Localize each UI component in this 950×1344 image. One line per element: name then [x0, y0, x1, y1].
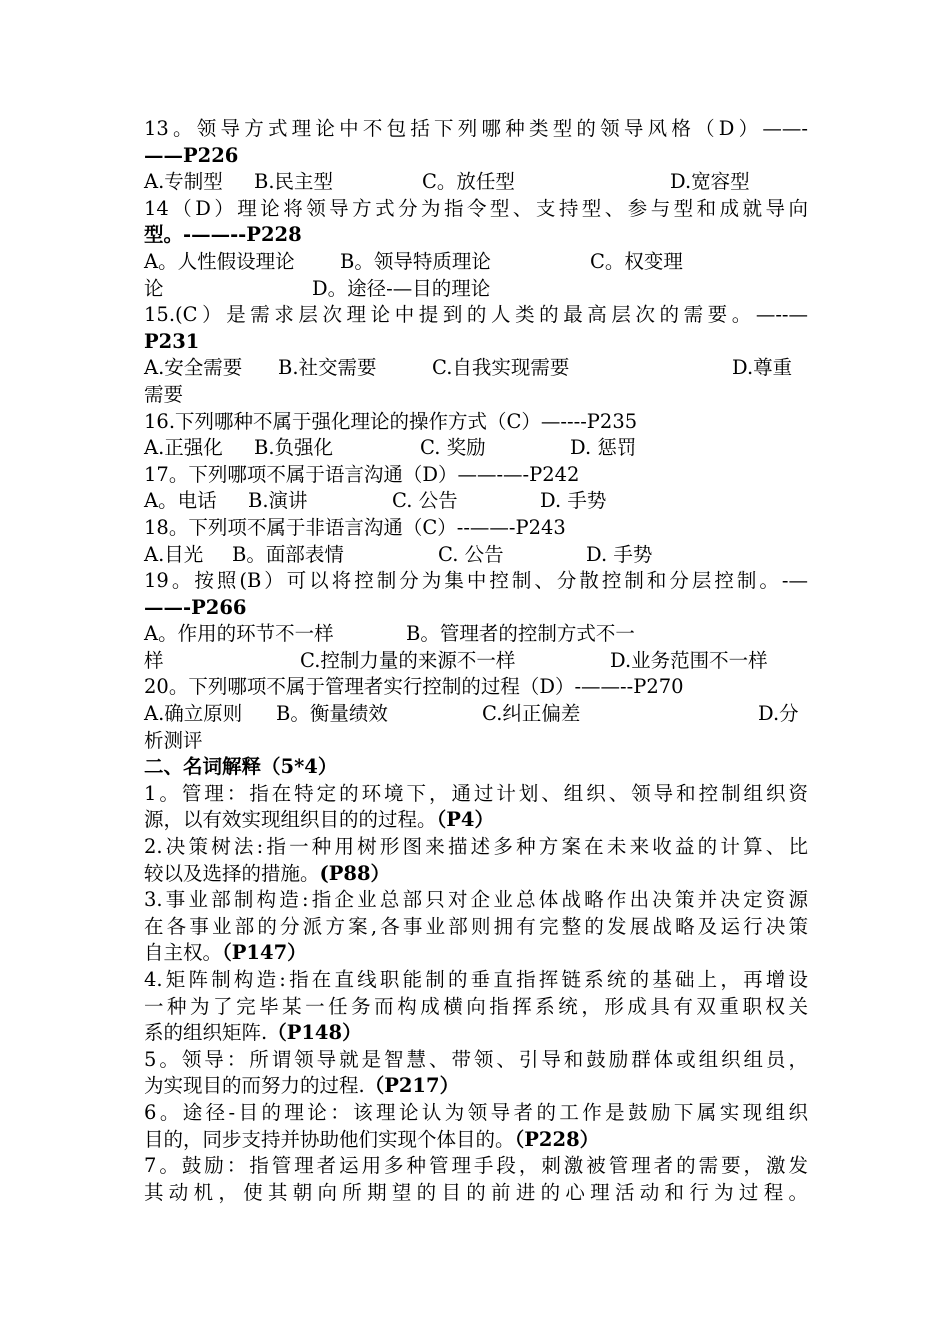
document-page [144, 116, 808, 1206]
question-17-text: 17。下列哪项不属于语言沟通（D）——-—-P242 [144, 462, 580, 486]
option-a: A.确立原则 [144, 702, 243, 726]
question-15-options [144, 355, 808, 382]
term-2-line-1: 2.决策树法:指一种用树形图来描述多种方案在未来收益的计算、比 [144, 835, 808, 859]
term-1-line-2: 源，以有效实现组织目的的过程。（P4） [144, 808, 494, 832]
term-7-line-2: 其动机，使其朝向所期望的目的前进的心理活动和行为过程。 [144, 1180, 808, 1204]
page-ref: （P217） [364, 1074, 460, 1098]
question-14-ref: 型。-——--P228 [144, 223, 302, 247]
question-19-options-cont [144, 648, 808, 675]
question-20-text: 20。下列哪项不属于管理者实行控制的过程（D）-——--P270 [144, 675, 684, 699]
question-14-options-cont [144, 276, 808, 303]
option-b: B。领导特质理论 [340, 249, 491, 273]
option-b: B。面部表情 [232, 542, 344, 566]
page-ref: (P88） [319, 861, 391, 885]
option-c: C. 奖励 [420, 436, 486, 460]
option-a: A。作用的环节不一样 [144, 622, 334, 646]
question-19-ref: ——-P266 [144, 595, 247, 619]
option-c: C.纠正偏差 [482, 702, 581, 726]
question-15-options-cont [144, 382, 808, 409]
option-a: A.专制型 [144, 170, 223, 194]
option-d: D. 手势 [540, 489, 607, 513]
option-c: C. 公告 [438, 542, 504, 566]
question-14-text: 14（D）理论将领导方式分为指令型、支持型、参与型和成就导向 [144, 196, 808, 220]
question-18-text: 18。下列项不属于非语言沟通（C）--——-P243 [144, 515, 566, 539]
option-b: B.社交需要 [278, 356, 377, 380]
term-5-line-1: 5。领导：所谓领导就是智慧、带领、引导和鼓励群体或组织组员， [144, 1047, 808, 1071]
option-a: A.安全需要 [144, 356, 243, 380]
option-b: B.演讲 [248, 489, 308, 513]
question-16-options [144, 435, 808, 462]
page-ref: （P4） [436, 808, 494, 832]
question-19-text: 19。按照(B）可以将控制分为集中控制、分散控制和分层控制。-— [144, 569, 808, 593]
page-ref: （P148） [267, 1021, 362, 1045]
option-c: C. 公告 [392, 489, 458, 513]
option-a: A.目光 [144, 542, 204, 566]
option-c: C。权变理 [590, 249, 683, 273]
option-c: C.自我实现需要 [432, 356, 570, 380]
option-b: B。衡量绩效 [276, 702, 388, 726]
term-4-line-2: 一种为了完毕某一任务而构成横向指挥系统，形成具有双重职权关 [144, 994, 808, 1018]
question-16-text: 16.下列哪种不属于强化理论的操作方式（C）—----P235 [144, 409, 638, 433]
option-d: D.尊重 [732, 356, 793, 380]
term-5-line-2: 为实现目的而努力的过程.（P217） [144, 1074, 460, 1098]
question-13-options [144, 169, 808, 196]
question-13-ref: ——P226 [144, 143, 239, 167]
question-18-options [144, 542, 808, 569]
term-2-line-2: 较以及选择的措施。(P88） [144, 861, 391, 885]
question-14-options [144, 249, 808, 276]
option-b-cont: 样 [144, 648, 164, 672]
option-a: A。电话 [144, 489, 217, 513]
option-b: B。管理者的控制方式不一 [406, 622, 635, 646]
option-d: D. 手势 [586, 542, 653, 566]
term-3-line-2: 在各事业部的分派方案,各事业部则拥有完整的发展战略及运行决策 [144, 914, 808, 938]
page-ref: （P228） [514, 1127, 600, 1151]
option-d: D.宽容型 [670, 170, 750, 194]
option-a: A。人性假设理论 [144, 249, 295, 273]
option-b: B.负强化 [254, 436, 334, 460]
term-3-line-1: 3.事业部制构造:指企业总部只对企业总体战略作出决策并决定资源 [144, 888, 808, 912]
term-6-line-2: 目的，同步支持并协助他们实现个体目的。（P228） [144, 1127, 600, 1151]
term-1-line-1: 1。管理：指在特定的环境下，通过计划、组织、领导和控制组织资 [144, 781, 808, 805]
term-7-line-1: 7。鼓励：指管理者运用多种管理手段，刺激被管理者的需要，激发 [144, 1154, 808, 1178]
page-ref: （P147） [222, 941, 307, 965]
option-c: C。放任型 [422, 170, 515, 194]
option-d: D。途径-—目的理论 [312, 276, 491, 300]
question-17-options [144, 488, 808, 515]
question-19-options [144, 621, 808, 648]
question-13-text: 13。领导方式理论中不包括下列哪种类型的领导风格（D）——- [144, 117, 808, 140]
question-15-text: 15.(C）是需求层次理论中提到的人类的最高层次的需要。—--— [144, 303, 808, 327]
option-d: D.分 [758, 702, 799, 726]
option-d-cont: 析测评 [144, 728, 203, 752]
section-heading: 二、名词解释（5*4） [144, 755, 338, 779]
option-d: D. 惩罚 [570, 436, 637, 460]
option-c-cont: 论 [144, 276, 164, 300]
option-c: C.控制力量的来源不一样 [300, 648, 516, 672]
option-d: D.业务范围不一样 [610, 648, 768, 672]
term-6-line-1: 6。途径-目的理论：该理论认为领导者的工作是鼓励下属实现组织 [144, 1100, 808, 1124]
term-3-line-3: 自主权。（P147） [144, 941, 307, 965]
question-15-ref: P231 [144, 329, 200, 353]
question-20-options-cont [144, 728, 808, 755]
term-4-line-3: 系的组织矩阵.（P148） [144, 1021, 362, 1045]
term-4-line-1: 4.矩阵制构造:指在直线职能制的垂直指挥链系统的基础上，再增设 [144, 968, 808, 991]
question-20-options [144, 701, 808, 728]
option-d-cont: 需要 [144, 382, 184, 406]
option-b: B.民主型 [254, 170, 334, 194]
option-a: A.正强化 [144, 436, 223, 460]
